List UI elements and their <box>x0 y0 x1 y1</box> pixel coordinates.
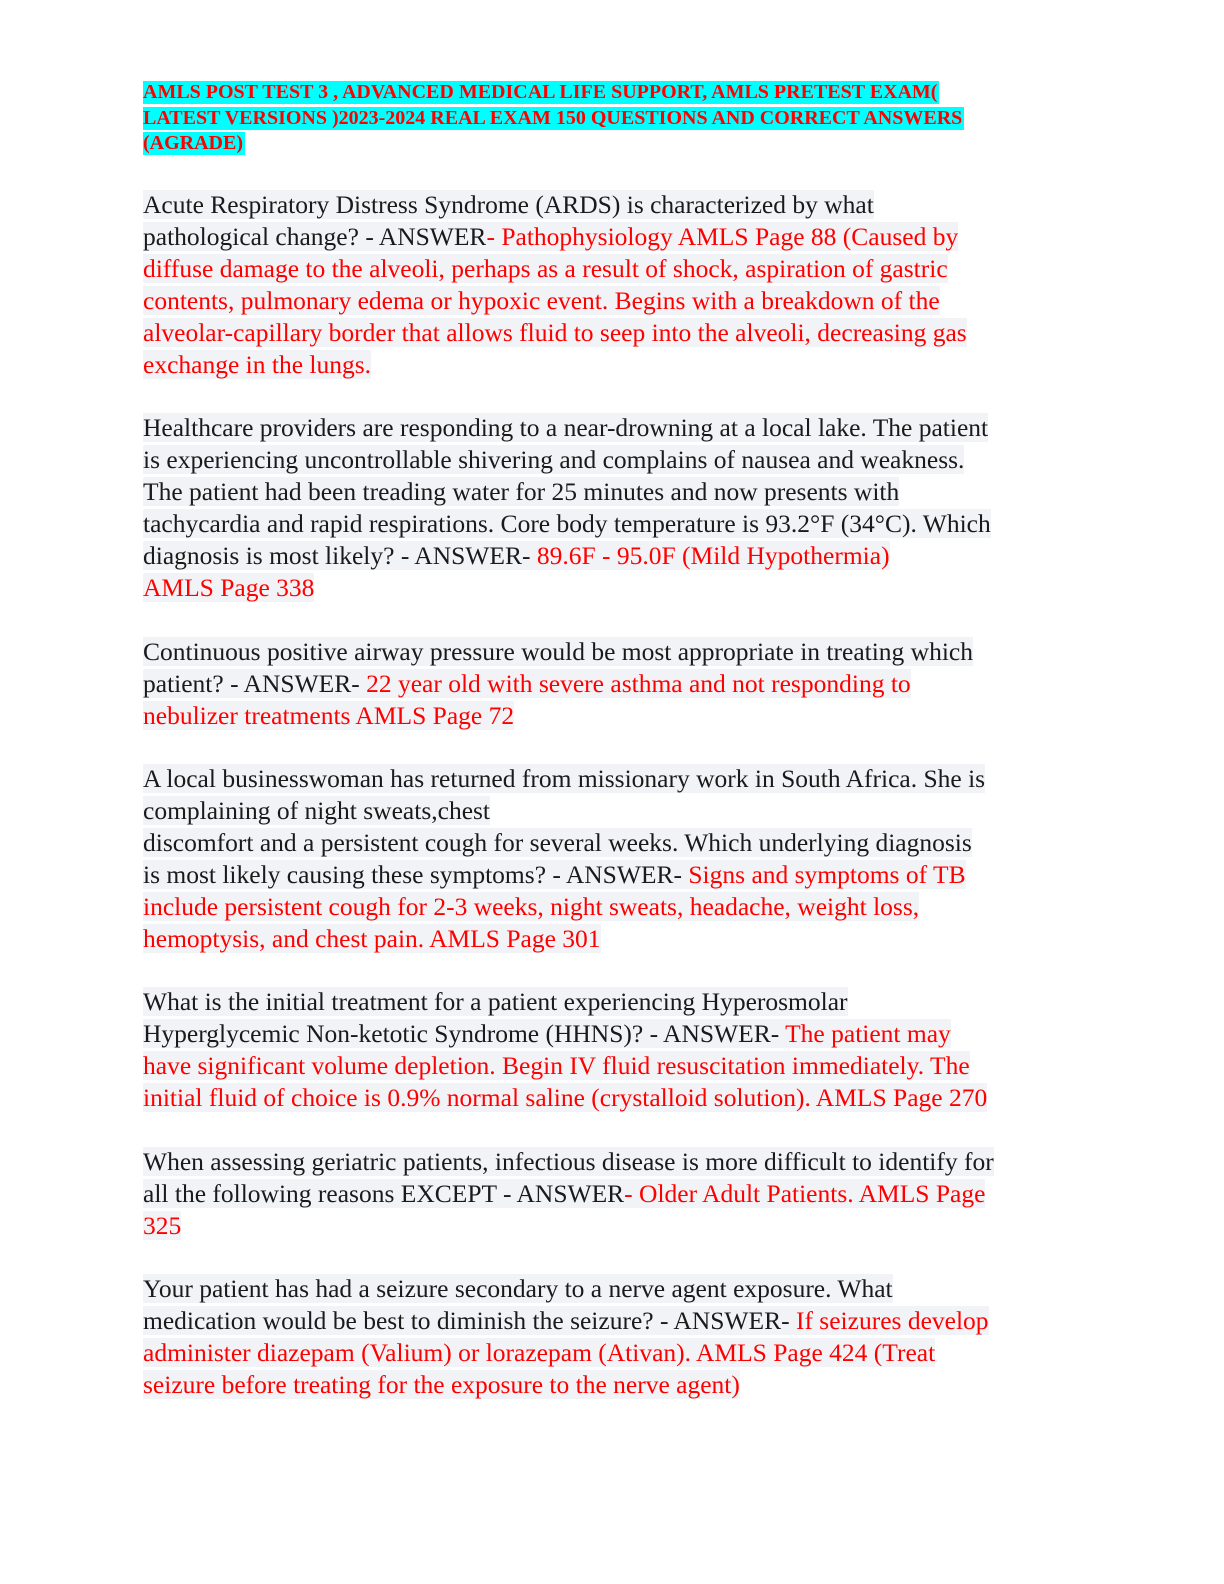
qa-line <box>143 1178 1088 1210</box>
question-text: diagnosis is most likely? - ANSWER- <box>143 541 537 570</box>
qa-item-tb <box>143 763 1088 955</box>
question-text: The patient had been treading water for 25 minutes and now presents with <box>143 477 900 506</box>
qa-line <box>143 1146 1088 1178</box>
qa-line <box>143 189 1088 221</box>
qa-line <box>143 317 1088 349</box>
answer-text: The patient may <box>785 1019 951 1048</box>
question-text: pathological change? - ANSWER <box>143 222 487 251</box>
qa-line <box>143 349 1088 381</box>
qa-line <box>143 1273 1088 1305</box>
qa-line <box>143 540 1088 572</box>
qa-line <box>143 412 1088 444</box>
answer-text: 22 year old with severe asthma and not responding to <box>366 669 911 698</box>
qa-line <box>143 444 1088 476</box>
answer-text: diffuse damage to the alveoli, perhaps as a result of shock, aspiration of gastric <box>143 254 948 283</box>
qa-line <box>143 285 1088 317</box>
title-line: LATEST VERSIONS )2023-2024 REAL EXAM 150 QUESTIONS AND CORRECT ANSWERS <box>143 106 963 129</box>
qa-line <box>143 1305 1088 1337</box>
document-title <box>143 80 1063 157</box>
qa-line <box>143 221 1088 253</box>
qa-line <box>143 763 1088 795</box>
qa-line <box>143 986 1088 1018</box>
qa-line <box>143 1050 1088 1082</box>
qa-line <box>143 253 1088 285</box>
qa-item-hypothermia <box>143 412 1088 604</box>
qa-line <box>143 891 1088 923</box>
question-text: is experiencing uncontrollable shivering and complains of nausea and weakness. <box>143 445 965 474</box>
answer-text: include persistent cough for 2-3 weeks, night sweats, headache, weight loss, <box>143 892 920 921</box>
answer-text: Signs and symptoms of TB <box>688 860 966 889</box>
qa-line <box>143 1369 1088 1401</box>
question-text: What is the initial treatment for a patient experiencing Hyperosmolar <box>143 987 848 1016</box>
question-text: Your patient has had a seizure secondary to a nerve agent exposure. What <box>143 1274 893 1303</box>
answer-text: nebulizer treatments AMLS Page 72 <box>143 701 515 730</box>
answer-text: initial fluid of choice is 0.9% normal saline (crystalloid solution). AMLS Page 270 <box>143 1083 988 1112</box>
qa-line <box>143 700 1088 732</box>
qa-item-nerve-agent <box>143 1273 1088 1401</box>
qa-line <box>143 1337 1088 1369</box>
qa-line <box>143 827 1088 859</box>
answer-text: - Older Adult Patients. AMLS Page <box>624 1179 986 1208</box>
qa-line <box>143 1210 1088 1242</box>
answer-text: seizure before treating for the exposure to the nerve agent) <box>143 1370 740 1399</box>
question-text: Continuous positive airway pressure would be most appropriate in treating which <box>143 637 973 666</box>
question-text: Hyperglycemic Non-ketotic Syndrome (HHNS)? - ANSWER- <box>143 1019 786 1048</box>
question-text: patient? - ANSWER- <box>143 669 367 698</box>
question-text: all the following reasons EXCEPT - ANSWER <box>143 1179 625 1208</box>
answer-text: contents, pulmonary edema or hypoxic event. Begins with a breakdown of the <box>143 286 940 315</box>
answer-text: - Pathophysiology AMLS Page 88 (Caused by <box>486 222 959 251</box>
answer-text: have significant volume depletion. Begin IV fluid resuscitation immediately. The <box>143 1051 970 1080</box>
answer-text: alveolar-capillary border that allows fluid to seep into the alveoli, decreasing gas <box>143 318 967 347</box>
qa-item-geriatric <box>143 1146 1088 1242</box>
qa-line <box>143 572 1088 604</box>
question-text: is most likely causing these symptoms? - ANSWER- <box>143 860 689 889</box>
qa-line <box>143 668 1088 700</box>
answer-text: 89.6F - 95.0F (Mild Hypothermia) <box>536 541 890 570</box>
qa-line <box>143 859 1088 891</box>
qa-line <box>143 795 1088 827</box>
answer-text: hemoptysis, and chest pain. AMLS Page 301 <box>143 924 601 953</box>
qa-line <box>143 1018 1088 1050</box>
answer-text: exchange in the lungs. <box>143 350 372 379</box>
title-line: AMLS POST TEST 3 , ADVANCED MEDICAL LIFE SUPPORT, AMLS PRETEST EXAM( <box>143 81 938 103</box>
question-text: tachycardia and rapid respirations. Core body temperature is 93.2°F (34°C). Which <box>143 509 991 538</box>
question-text: complaining of night sweats,chest <box>143 796 491 825</box>
question-text: medication would be best to diminish the seizure? - ANSWER- <box>143 1306 796 1335</box>
qa-line <box>143 923 1088 955</box>
question-text: Healthcare providers are responding to a near-drowning at a local lake. The patient <box>143 413 989 442</box>
answer-text: 325 <box>143 1211 182 1240</box>
qa-line <box>143 1082 1088 1114</box>
qa-line <box>143 476 1088 508</box>
question-text: discomfort and a persistent cough for several weeks. Which underlying diagnosis <box>143 828 972 857</box>
title-line: (AGRADE) <box>143 132 243 154</box>
question-text: Acute Respiratory Distress Syndrome (ARDS) is characterized by what <box>143 190 874 219</box>
qa-item-ards <box>143 189 1088 381</box>
qa-line <box>143 508 1088 540</box>
answer-text: AMLS Page 338 <box>143 573 315 602</box>
question-text: When assessing geriatric patients, infectious disease is more difficult to identify for <box>143 1147 994 1176</box>
qa-line <box>143 636 1088 668</box>
question-text: A local businesswoman has returned from missionary work in South Africa. She is <box>143 764 986 793</box>
answer-text: administer diazepam (Valium) or lorazepam (Ativan). AMLS Page 424 (Treat <box>143 1338 936 1367</box>
qa-item-hhns <box>143 986 1088 1114</box>
answer-text: If seizures develop <box>795 1306 989 1335</box>
qa-item-cpap <box>143 636 1088 732</box>
